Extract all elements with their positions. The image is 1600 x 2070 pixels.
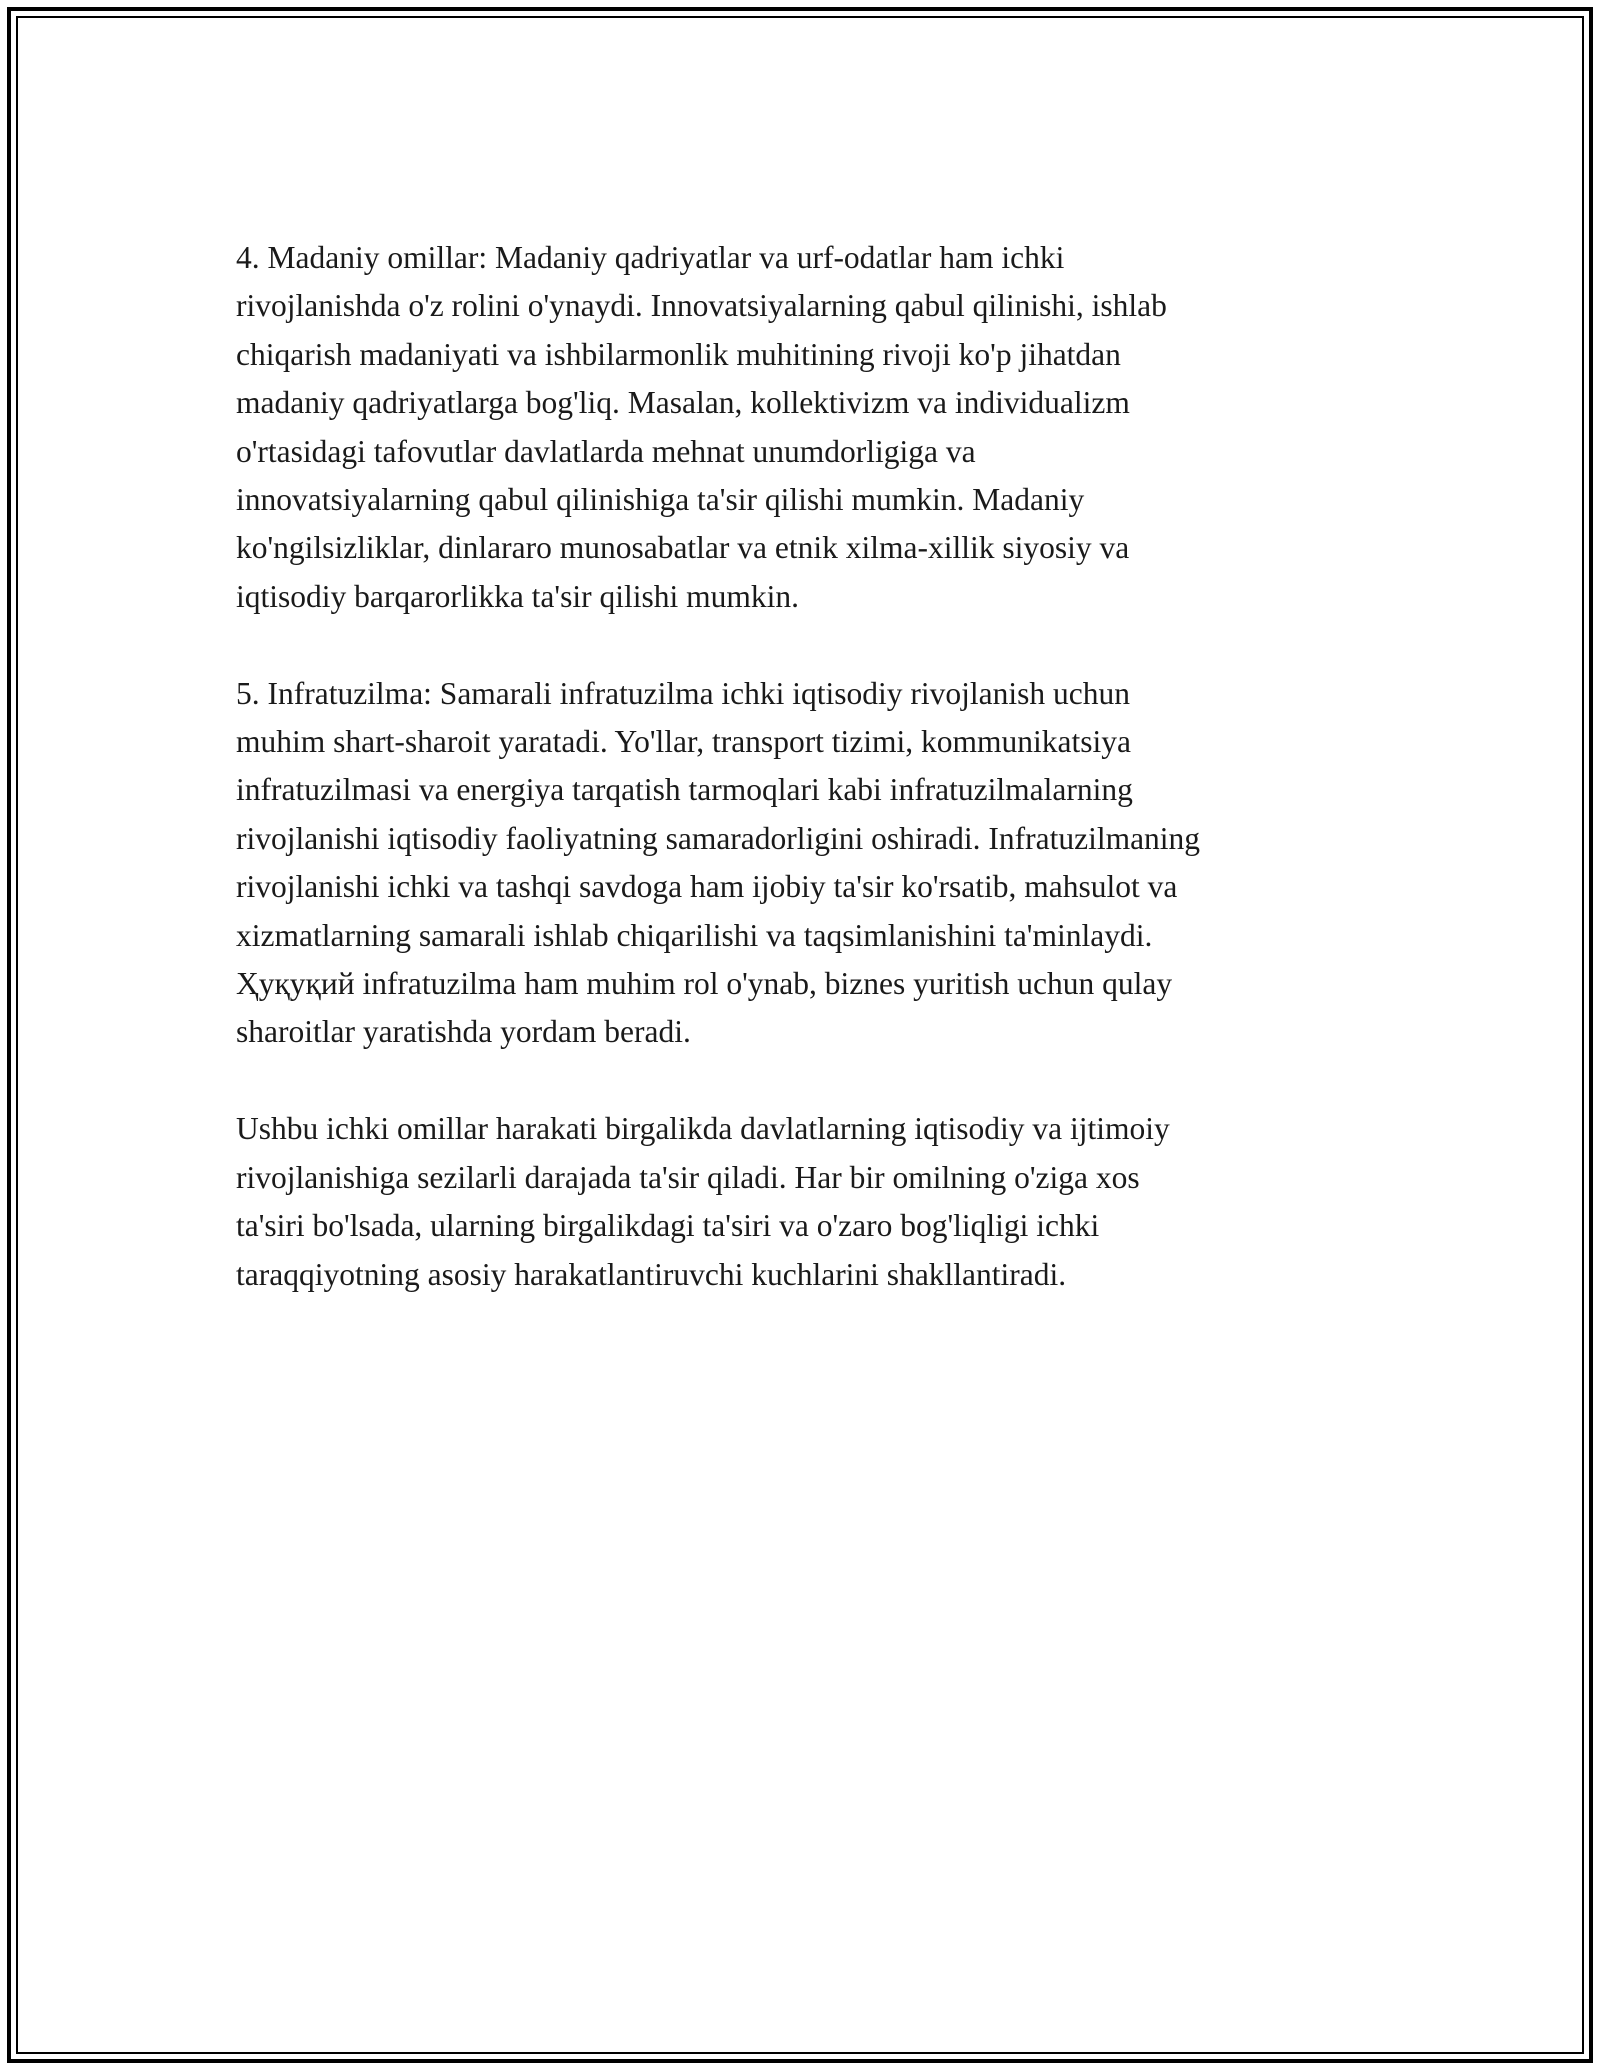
text-line: rivojlanishi ichki va tashqi savdoga ham ijobiy ta'sir ko'rsatib, mahsulot va [236,869,1178,905]
text-line: 4. Madaniy omillar: Madaniy qadriyatlar va urf-odatlar ham ichki [236,240,1065,275]
text-line: Ҳуқуқий infratuzilma ham muhim rol o'ynab, biznes yuritish uchun qulay [236,966,1173,1002]
text-line: madaniy qadriyatlarga bog'liq. Masalan, kollektivizm va individualizm [236,385,1130,421]
text-line: rivojlanishiga sezilarli darajada ta'sir qiladi. Har bir omilning o'ziga xos [236,1159,1140,1195]
paragraph-cultural-factors [236,234,1376,621]
text-line: infratuzilmasi va energiya tarqatish tarmoqlari kabi infratuzilmalarning [236,772,1133,808]
text-line: iqtisodiy barqarorlikka ta'sir qilishi mumkin. [236,578,799,614]
paragraph-conclusion [236,1105,1376,1299]
paragraph-infrastructure [236,670,1376,1057]
text-line: rivojlanishda o'z rolini o'ynaydi. Innovatsiyalarning qabul qilinishi, ishlab [236,288,1167,324]
text-line: sharoitlar yaratishda yordam beradi. [236,1014,691,1050]
text-line: Ushbu ichki omillar harakati birgalikda davlatlarning iqtisodiy va ijtimoiy [236,1111,1170,1147]
text-line: muhim shart-sharoit yaratadi. Yo'llar, transport tizimi, kommunikatsiya [236,724,1132,760]
document-body [236,234,1376,1347]
text-line: 5. Infratuzilma: Samarali infratuzilma ichki iqtisodiy rivojlanish uchun [236,675,1131,711]
text-line: ta'siri bo'lsada, ularning birgalikdagi ta'siri va o'zaro bog'liqligi ichki [236,1208,1100,1244]
text-line: xizmatlarning samarali ishlab chiqarilishi va taqsimlanishini ta'minlaydi. [236,917,1153,953]
text-line: chiqarish madaniyati va ishbilarmonlik muhitining rivoji ko'p jihatdan [236,336,1121,372]
text-line: innovatsiyalarning qabul qilinishiga ta'sir qilishi mumkin. Madaniy [236,482,1085,518]
text-line: taraqqiyotning asosiy harakatlantiruvchi kuchlarini shakllantiradi. [236,1256,1067,1292]
text-line: rivojlanishi iqtisodiy faoliyatning samaradorligini oshiradi. Infratuzilmaning [236,820,1201,856]
text-line: o'rtasidagi tafovutlar davlatlarda mehnat unumdorligiga va [236,433,976,469]
text-line: ko'ngilsizliklar, dinlararo munosabatlar va etnik xilma-xillik siyosiy va [236,530,1130,566]
